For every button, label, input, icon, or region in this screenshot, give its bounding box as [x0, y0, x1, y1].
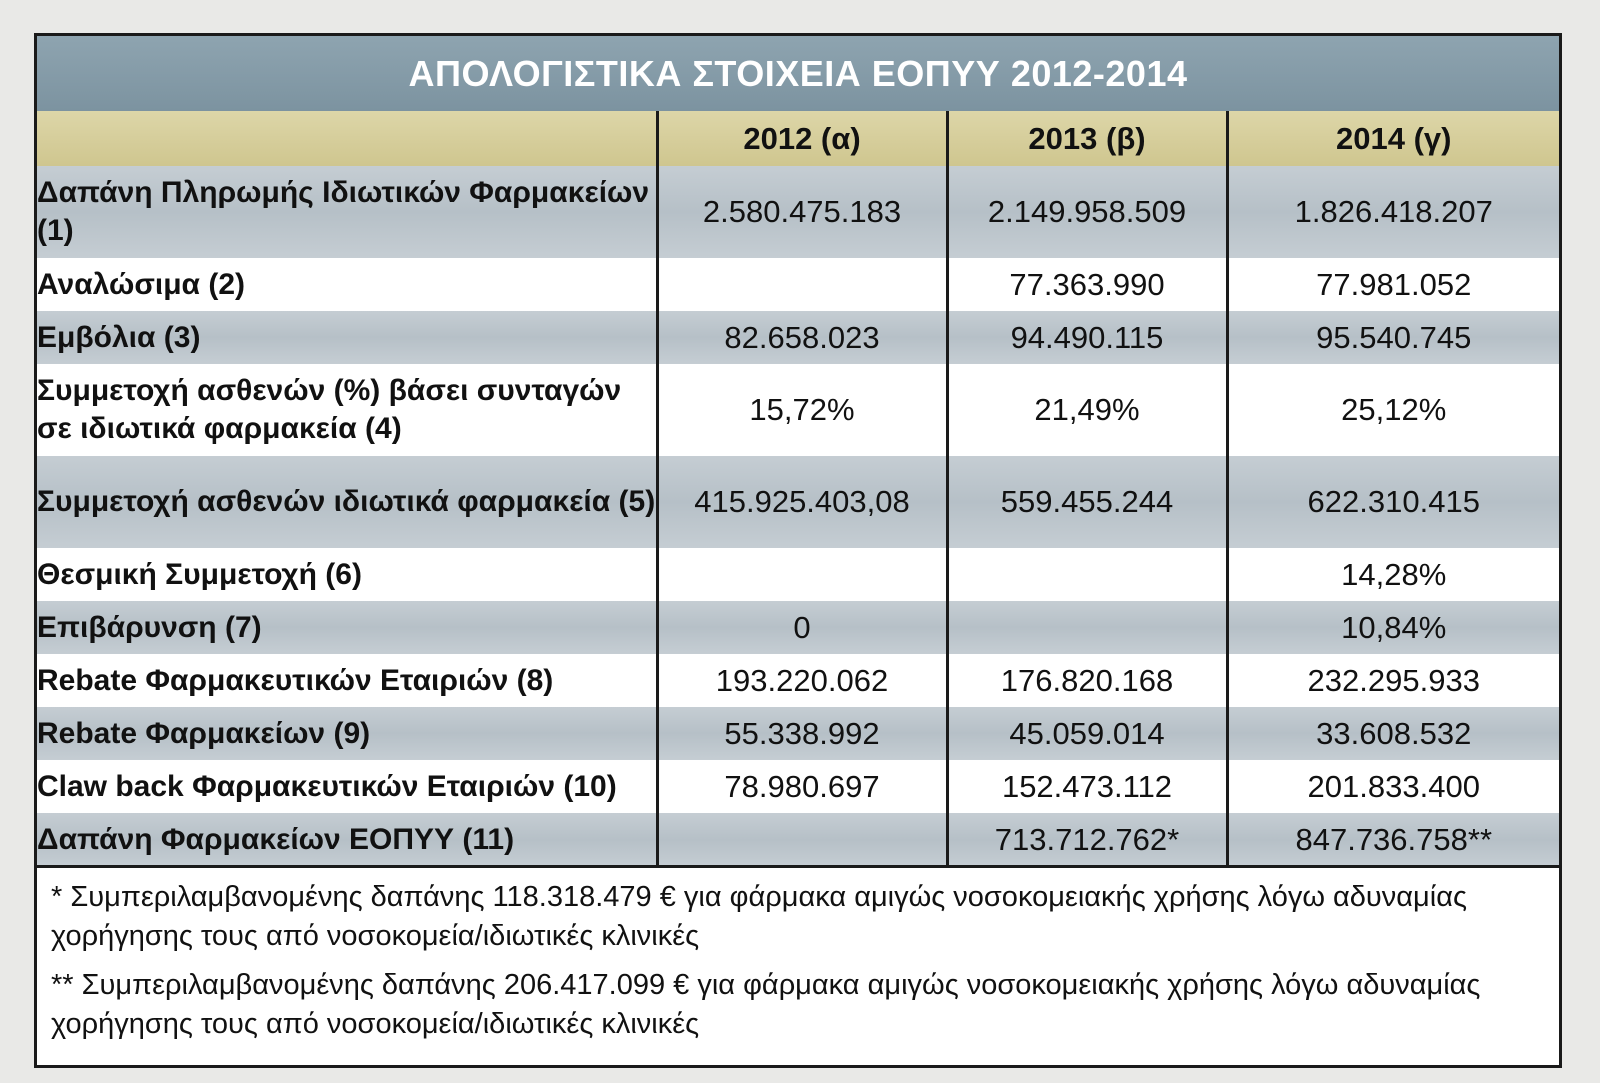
cell-2014: 33.608.532: [1227, 707, 1559, 760]
cell-2014: 622.310.415: [1227, 456, 1559, 548]
table-row: [37, 311, 1559, 364]
table-row: [37, 707, 1559, 760]
data-table: [37, 111, 1559, 867]
row-label: Συμμετοχή ασθενών (%) βάσει συνταγών σε ιδιωτικά φαρμακεία (4): [37, 364, 657, 456]
cell-2012: 2.580.475.183: [657, 166, 947, 258]
row-label: Συμμετοχή ασθενών ιδιωτικά φαρμακεία (5): [37, 456, 657, 548]
table-frame: [34, 33, 1562, 1068]
row-label: Δαπάνη Πληρωμής Ιδιωτικών Φαρμακείων (1): [37, 166, 657, 258]
table-row: [37, 601, 1559, 654]
header-cell-2013: 2013 (β): [947, 111, 1227, 166]
table-row: [37, 760, 1559, 813]
cell-2012: [657, 813, 947, 867]
cell-2014: 847.736.758**: [1227, 813, 1559, 867]
cell-2013: 152.473.112: [947, 760, 1227, 813]
cell-2013: 21,49%: [947, 364, 1227, 456]
table-row: [37, 364, 1559, 456]
cell-2013: 45.059.014: [947, 707, 1227, 760]
header-cell-label: [37, 111, 657, 166]
table-row: [37, 456, 1559, 548]
cell-2013: 176.820.168: [947, 654, 1227, 707]
cell-2013: 2.149.958.509: [947, 166, 1227, 258]
row-label: Αναλώσιμα (2): [37, 258, 657, 311]
cell-2012: 0: [657, 601, 947, 654]
row-label: Δαπάνη Φαρμακείων ΕΟΠΥΥ (11): [37, 813, 657, 867]
header-row: [37, 111, 1559, 166]
cell-2012: 193.220.062: [657, 654, 947, 707]
cell-2014: 201.833.400: [1227, 760, 1559, 813]
cell-2014: 10,84%: [1227, 601, 1559, 654]
cell-2014: 77.981.052: [1227, 258, 1559, 311]
row-label: Θεσμική Συμμετοχή (6): [37, 548, 657, 601]
table-row: [37, 166, 1559, 258]
row-label: Επιβάρυνση (7): [37, 601, 657, 654]
table-title: ΑΠΟΛΟΓΙΣΤΙΚΑ ΣΤΟΙΧΕΙΑ ΕΟΠΥΥ 2012-2014: [37, 36, 1559, 111]
header-cell-2014: 2014 (γ): [1227, 111, 1559, 166]
cell-2013: 713.712.762*: [947, 813, 1227, 867]
cell-2012: 415.925.403,08: [657, 456, 947, 548]
cell-2013: 559.455.244: [947, 456, 1227, 548]
row-label: Εμβόλια (3): [37, 311, 657, 364]
row-label: Claw back Φαρμακευτικών Εταιριών (10): [37, 760, 657, 813]
cell-2012: [657, 548, 947, 601]
cell-2013: 77.363.990: [947, 258, 1227, 311]
row-label: Rebate Φαρμακευτικών Εταιριών (8): [37, 654, 657, 707]
cell-2014: 232.295.933: [1227, 654, 1559, 707]
cell-2014: 25,12%: [1227, 364, 1559, 456]
cell-2013: [947, 601, 1227, 654]
cell-2012: 82.658.023: [657, 311, 947, 364]
cell-2013: 94.490.115: [947, 311, 1227, 364]
cell-2012: 15,72%: [657, 364, 947, 456]
cell-2014: 1.826.418.207: [1227, 166, 1559, 258]
table-row: [37, 548, 1559, 601]
row-label: Rebate Φαρμακείων (9): [37, 707, 657, 760]
cell-2013: [947, 548, 1227, 601]
footnotes: [37, 865, 1559, 1054]
header-cell-2012: 2012 (α): [657, 111, 947, 166]
footnote-2: ** Συμπεριλαμβανομένης δαπάνης 206.417.099 € για φάρμακα αμιγώς νοσοκομειακής χρήσης λόγω αδυναμίας χορήγησης τους από νοσοκομεία/ιδιωτικές κλινικές: [51, 969, 1481, 1040]
cell-2012: 55.338.992: [657, 707, 947, 760]
table-row: [37, 258, 1559, 311]
table-row: [37, 654, 1559, 707]
cell-2014: 95.540.745: [1227, 311, 1559, 364]
table-row: [37, 813, 1559, 867]
footnote-1: * Συμπεριλαμβανομένης δαπάνης 118.318.479 € για φάρμακα αμιγώς νοσοκομειακής χρήσης λόγω αδυναμίας χορήγησης τους από νοσοκομεία/ιδιωτικές κλινικές: [51, 881, 1467, 952]
cell-2012: 78.980.697: [657, 760, 947, 813]
cell-2014: 14,28%: [1227, 548, 1559, 601]
cell-2012: [657, 258, 947, 311]
